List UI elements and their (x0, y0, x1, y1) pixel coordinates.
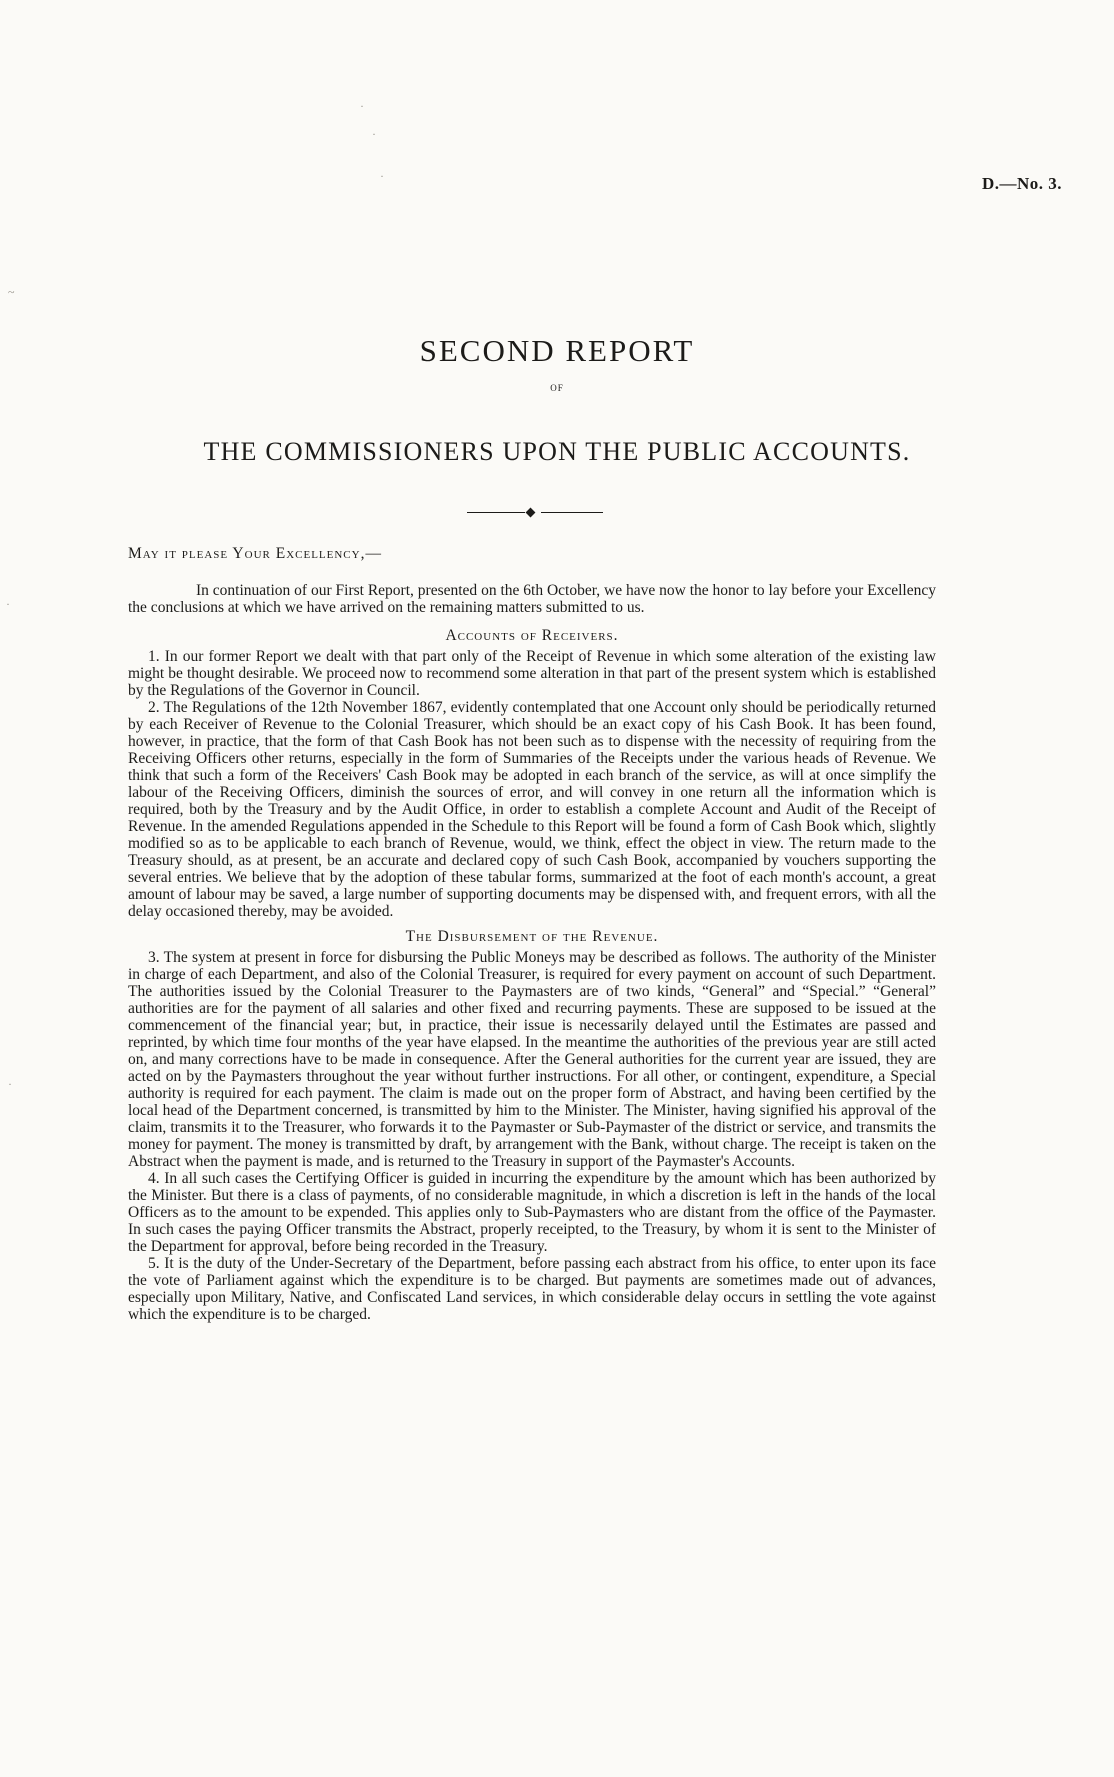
paragraph-1: 1. In our former Report we dealt with that part only of the Receipt of Revenue in which some alteration of the existing law might be thought desirable. We proceed now to recommend some alteration in that part of the present system which is established by the Regulations of the Governor in Council. (128, 648, 936, 699)
paragraph-4: 4. In all such cases the Certifying Officer is guided in incurring the expenditure by the amount which has been authorized by the Minister. But there is a class of payments, of no considerable magnitude, in which a discretion is left in the hands of the local Officers as to the amount to be expended. This applies only to Sub-Paymasters who are distant from the office of the Paymaster. In such cases the paying Officer transmits the Abstract, properly receipted, to the Treasury, by whom it is sent to the Minister of the Department for approval, before being recorded in the Treasury. (128, 1170, 936, 1255)
title-connector: OF (550, 383, 564, 393)
section-heading-receivers: Accounts of Receivers. (445, 627, 619, 644)
diamond-ornament-icon (526, 508, 536, 518)
scan-speck: ~ (8, 285, 15, 299)
scan-speck: · (8, 1077, 12, 1091)
intro-paragraph: In continuation of our First Report, presented on the 6th October, we have now the honor to lay before your Excellency the conclusions at which we have arrived on the remaining matters submitted to us. (128, 582, 936, 616)
scan-speck: · (360, 99, 364, 113)
report-body (128, 545, 936, 1323)
report-subtitle: THE COMMISSIONERS UPON THE PUBLIC ACCOUNTS. (203, 437, 911, 466)
paragraph-3: 3. The system at present in force for disbursing the Public Moneys may be described as follows. The authority of the Minister in charge of each Department, and also of the Colonial Treasurer, is required for every payment on account of such Department. The authorities issued by the Colonial Treasurer to the Paymasters are of two kinds, “General” and “Special.” “General” authorities are for the payment of all salaries and other fixed and recurring payments. These are supposed to be issued at the commencement of the financial year; but, in practice, their issue is necessarily delayed until the Estimates are passed and reprinted, by which time four months of the year have elapsed. In the meantime the authorities of the previous year are still acted on, and many corrections have to be made in consequence. After the General authorities for the current year are issued, they are acted on by the Paymasters throughout the year without further instructions. For all other, or contingent, expenditure, a Special authority is required for each payment. The claim is made out on the proper form of Abstract, and having been certified by the local head of the Department concerned, is transmitted by him to the Minister. The Minister, having signified his approval of the claim, transmits it to the Treasurer, who forwards it to the Paymaster or Sub-Paymaster of the district or service, and transmits the money for payment. The money is transmitted by draft, by arrangement with the Bank, without charge. The receipt is taken on the Abstract when the payment is made, and is returned to the Treasury in support of the Paymaster's Accounts. (128, 949, 936, 1170)
report-title: SECOND REPORT (419, 333, 695, 368)
ornamental-rule (467, 509, 603, 517)
scan-speck: · (380, 169, 384, 183)
scan-speck: · (6, 597, 10, 611)
paragraph-2: 2. The Regulations of the 12th November 1867, evidently contemplated that one Account only should be periodically returned by each Receiver of Revenue to the Colonial Treasurer, which should be an exact copy of his Cash Book. It has been found, however, in practice, that the form of that Cash Book has not been such as to dispense with the necessity of requiring from the Receiving Officers other returns, especially in the form of Summaries of the Receipts under the various heads of Revenue. We think that such a form of the Receivers' Cash Book may be adopted in each branch of the service, as will at once simplify the labour of the Receiving Officers, diminish the sources of error, and will convey in one return all the information which is required, both by the Treasury and by the Audit Office, in order to establish a complete Account and Audit of the Receipt of Revenue. In the amended Regulations appended in the Schedule to this Report will be found a form of Cash Book which, slightly modified so as to be applicable to each branch of Revenue, would, we think, effect the object in view. The return made to the Treasury should, as at present, be an accurate and declared copy of such Cash Book, accompanied by vouchers supporting the several entries. We believe that by the adoption of these tabular forms, summarized at the foot of each month's account, a great amount of labour may be saved, a large number of supporting documents may be dispensed with, and frequent errors, with all the delay occasioned thereby, may be avoided. (128, 699, 936, 920)
scan-speck: · (372, 127, 376, 141)
document-reference: D.—No. 3. (981, 174, 1062, 193)
salutation: May it please Your Excellency,— (128, 545, 382, 562)
section-heading-disbursement: The Disbursement of the Revenue. (405, 928, 659, 945)
paragraph-5: 5. It is the duty of the Under-Secretary of the Department, before passing each abstract from his office, to enter upon its face the vote of Parliament against which the expenditure is to be charged. But payments are sometimes made out of advances, especially upon Military, Native, and Confiscated Land services, in which considerable delay occurs in settling the vote against which the expenditure is to be charged. (128, 1255, 936, 1323)
